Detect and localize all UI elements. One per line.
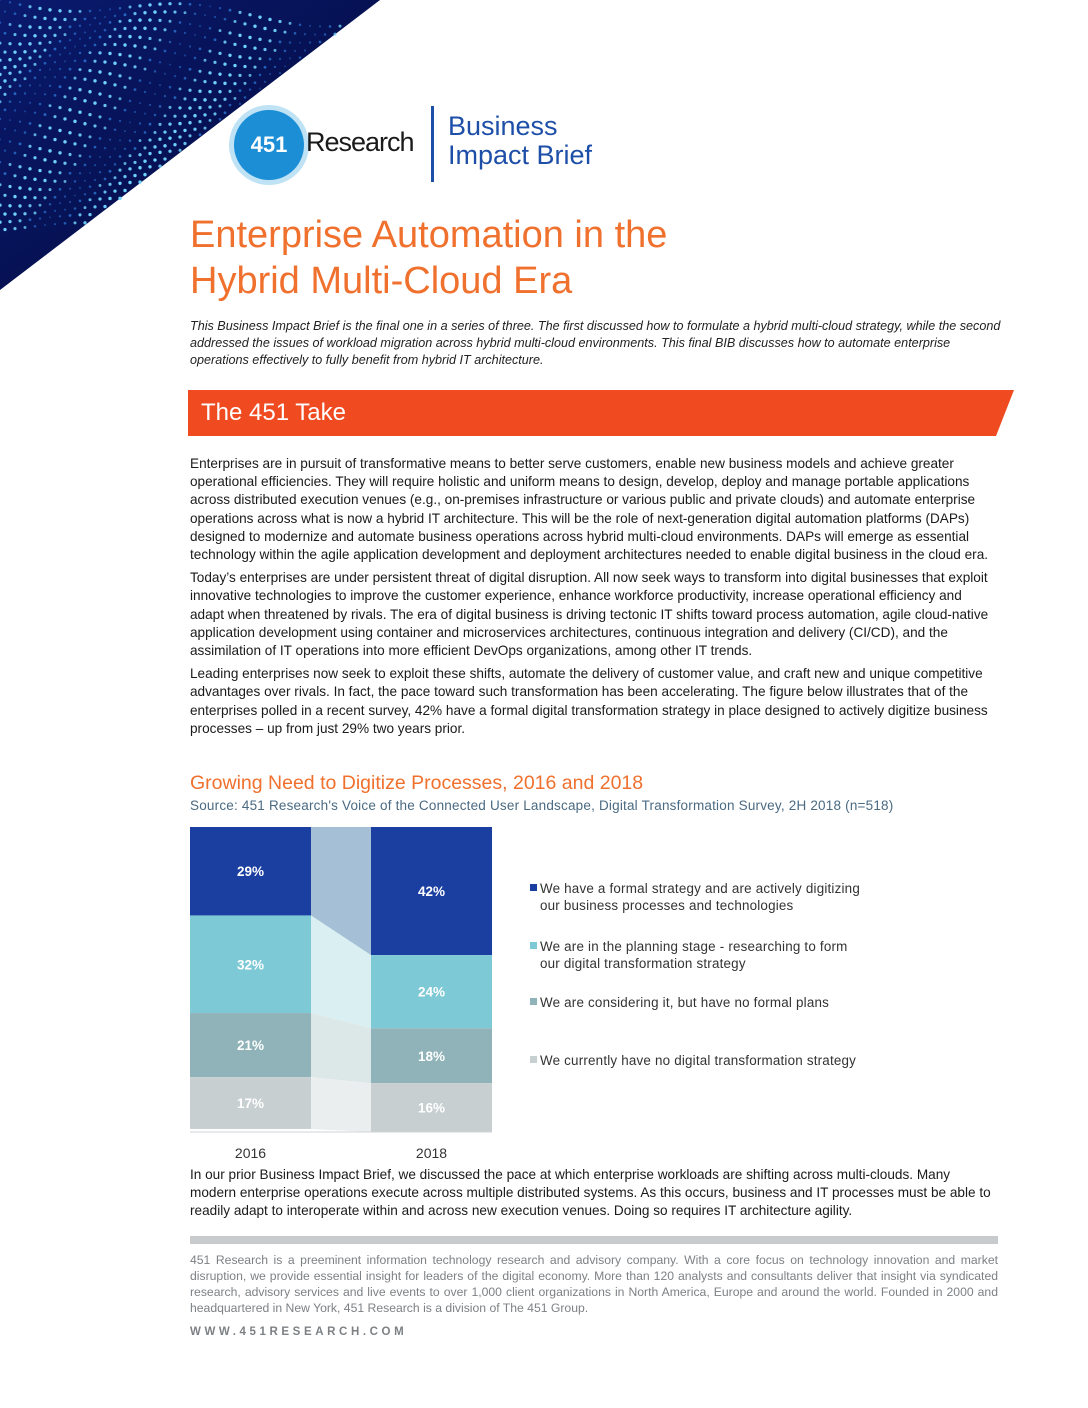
page-title xyxy=(190,212,1010,304)
page-title-line1: Enterprise Automation in the xyxy=(190,214,668,256)
chart-title: Growing Need to Digitize Processes, 2016 and 2018 xyxy=(190,772,644,794)
bar-label-2018-3: 16% xyxy=(417,1100,446,1116)
legend-label-line1-1: We are in the planning stage - researching to form xyxy=(540,939,848,954)
bar-label-2016-2: 21% xyxy=(236,1038,265,1054)
section-title: The 451 Take xyxy=(201,399,346,426)
logo-circle: 451 xyxy=(234,110,304,180)
page-title-line2: Hybrid Multi-Cloud Era xyxy=(190,260,573,302)
body-paragraph-2: Today’s enterprises are under persistent threat of digital disruption. All now seek ways to transform into digital businesses that exploit innovative technologies to improve the customer experience, enhance workforce productivity, increase operational efficiency and adapt when threatened by rivals. The era of digital business is driving tectonic IT shifts toward process automation, agile cloud-native application development using container and microservices architectures, continuous integration and delivery (CI/CD), and the assimilation of IT operations into more efficient DevOps organizations, among other IT trends. xyxy=(190,570,989,659)
legend-label-line1-0: We have a formal strategy and are actively digitizing xyxy=(540,881,860,896)
legend-label-line2-1: our digital transformation strategy xyxy=(540,956,746,971)
bar-label-2016-3: 17% xyxy=(236,1096,265,1112)
legend-label-0 xyxy=(530,880,950,914)
logo-divider xyxy=(431,106,434,182)
logo-business-impact-brief xyxy=(448,112,592,170)
x-tick-label-2018: 2018 xyxy=(415,1145,448,1161)
logo-451-research xyxy=(234,110,664,190)
chart-source: Source: 451 Research's Voice of the Connected User Landscape, Digital Transformation Survey, 2H 2018 (n=518) xyxy=(190,798,894,813)
legend-label-line1-2: We are considering it, but have no formal plans xyxy=(540,995,830,1010)
bar-label-2018-0: 42% xyxy=(417,884,446,900)
closing-paragraph: In our prior Business Impact Brief, we discussed the pace at which enterprise workloads are shifting across multi-clouds. Many modern enterprise operations execute across multiple distributed systems. As this occurs, business and IT processes must be able to readily adapt to interoperate within and across new execution venues. Doing so requires IT architecture agility. xyxy=(190,1167,991,1219)
legend-swatch-1 xyxy=(530,942,537,949)
body-paragraph-3: Leading enterprises now seek to exploit these shifts, automate the delivery of customer value, and craft new and unique competitive advantages over rivals. In fact, the pace toward such transformation has been accelerating. The figure below illustrates that of the enterprises polled in a recent survey, 42% have a formal digital transformation strategy in place designed to actively digitize business processes – up from just 29% two years prior. xyxy=(190,666,988,736)
stacked-bar-chart xyxy=(186,822,506,1162)
intro-paragraph: This Business Impact Brief is the final one in a series of three. The first discussed how to formulate a hybrid multi-cloud strategy, while the second addressed the issues of workload migration across hybrid multi-cloud environments. This final BIB discusses how to automate enterprise operations effectively to fully benefit from hybrid IT architecture. xyxy=(190,319,1001,367)
footer-website-link[interactable]: WWW.451RESEARCH.COM xyxy=(190,1326,408,1338)
legend-label-1 xyxy=(530,938,950,972)
body-paragraph-1: Enterprises are in pursuit of transformative means to better serve customers, enable new business models and achieve greater operational efficiencies. They will require holistic and uniform means to design, develop, deploy and manage portable applications across distributed execution venues (e.g., on-premises infrastructure or various public and private clouds) and automate enterprise operations across what is now a hybrid IT architecture. This will be the role of next-generation digital automation platforms (DAPs) designed to modernize and automate business operations across hybrid multi-cloud environments. DAPs will emerge as essential technology within the agile application development and deployment architectures needed to enable digital business in the cloud era. xyxy=(190,456,989,563)
logo-brief-line1: Business xyxy=(448,111,558,141)
bar-label-2018-1: 24% xyxy=(417,984,446,1000)
x-tick-label-2016: 2016 xyxy=(234,1145,267,1161)
legend-label-3 xyxy=(530,1052,950,1069)
legend-item-3 xyxy=(530,1052,950,1069)
legend-swatch-3 xyxy=(530,1056,537,1063)
bar-label-2016-1: 32% xyxy=(236,957,265,973)
legend-item-0 xyxy=(530,880,950,914)
legend-item-2 xyxy=(530,994,950,1011)
legend-label-line2-0: our business processes and technologies xyxy=(540,898,794,913)
legend-label-2 xyxy=(530,994,950,1011)
legend-swatch-0 xyxy=(530,884,537,891)
bar-label-2018-2: 18% xyxy=(417,1048,446,1064)
legend-swatch-2 xyxy=(530,998,537,1005)
bar-label-2016-0: 29% xyxy=(236,864,265,880)
footer-divider xyxy=(190,1236,998,1244)
logo-wordmark: Research xyxy=(306,127,414,157)
body-text xyxy=(190,455,996,743)
legend-label-line1-3: We currently have no digital transformation strategy xyxy=(540,1053,857,1068)
footer-about-text: 451 Research is a preeminent information technology research and advisory company. With a core focus on technology innovation and market disruption, we provide essential insight for leaders of the digital economy. More than 120 analysts and consultants deliver that insight via syndicated research, advisory services and live events to over 1,000 client organizations in North America, Europe and around the world. Founded in 2000 and headquartered in New York, 451 Research is a division of The 451 Group. xyxy=(190,1253,998,1315)
bar-connector-3 xyxy=(311,1077,371,1132)
legend-item-1 xyxy=(530,938,950,972)
logo-brief-line2: Impact Brief xyxy=(448,140,593,170)
